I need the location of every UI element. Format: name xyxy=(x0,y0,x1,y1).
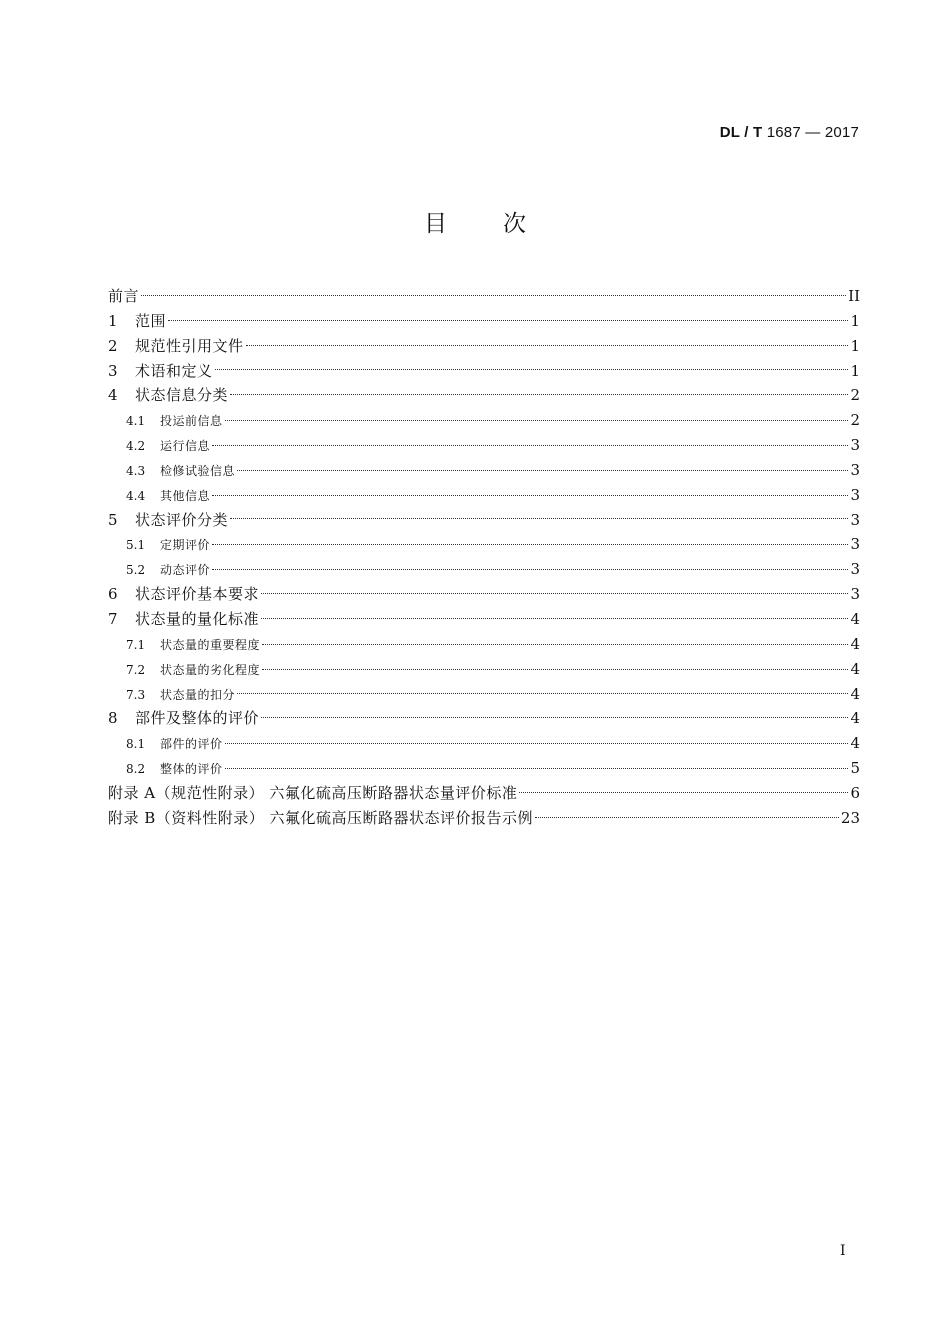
toc-entry-title: 定期评价 xyxy=(160,538,211,553)
toc-entry-page: 3 xyxy=(850,485,860,504)
toc-entry[interactable] xyxy=(108,706,860,731)
toc-entry-number: 4.2 xyxy=(126,439,146,454)
toc-entry[interactable] xyxy=(108,781,860,806)
toc-entry-page: 23 xyxy=(840,808,860,827)
table-of-contents xyxy=(108,284,860,831)
toc-entry[interactable] xyxy=(108,532,860,557)
toc-dot-leader xyxy=(212,568,848,570)
toc-dot-leader xyxy=(519,791,848,793)
toc-entry-title: 前言 xyxy=(108,287,140,305)
toc-dot-leader xyxy=(237,469,848,471)
toc-entry-page: 3 xyxy=(850,510,860,529)
toc-dot-leader xyxy=(168,319,848,321)
toc-entry-number: 2 xyxy=(108,336,118,355)
toc-entry-number: 4.3 xyxy=(126,463,146,478)
toc-entry-page: 4 xyxy=(850,684,860,703)
toc-entry-page: 3 xyxy=(850,560,860,579)
toc-entry-title: 部件及整体的评价 xyxy=(135,709,260,728)
toc-entry-number: 8 xyxy=(108,709,118,728)
toc-entry-page: 3 xyxy=(850,436,860,455)
toc-title-char-1: 目 xyxy=(424,211,447,237)
toc-title xyxy=(0,205,950,238)
toc-entry-title: 部件的评价 xyxy=(160,737,223,752)
toc-entry-title: 状态量的扣分 xyxy=(160,687,236,702)
toc-entry-page: 1 xyxy=(850,361,860,380)
toc-dot-leader xyxy=(230,517,848,519)
toc-entry-number: 8.1 xyxy=(126,737,146,752)
toc-entry-page: 4 xyxy=(850,734,860,753)
toc-entry-title: 整体的评价 xyxy=(160,762,223,777)
toc-dot-leader xyxy=(225,767,849,769)
toc-entry-page: 4 xyxy=(850,659,860,678)
toc-entry-title: 动态评价 xyxy=(160,563,211,578)
toc-entry-title: 状态量的劣化程度 xyxy=(160,662,261,677)
toc-entry[interactable] xyxy=(108,756,860,781)
standard-code-prefix: DL / T xyxy=(719,124,763,141)
toc-entry-number: 1 xyxy=(108,311,118,330)
toc-entry-page: 4 xyxy=(850,634,860,653)
toc-entry-title: 状态评价基本要求 xyxy=(135,585,260,604)
toc-entry-page: 5 xyxy=(850,759,860,778)
toc-entry[interactable] xyxy=(108,557,860,582)
toc-entry-number: 4 xyxy=(108,386,118,405)
toc-entry[interactable] xyxy=(108,483,860,508)
toc-entry[interactable] xyxy=(108,731,860,756)
toc-entry-page: 6 xyxy=(850,783,860,802)
toc-entry[interactable] xyxy=(108,284,860,309)
toc-entry[interactable] xyxy=(108,657,860,682)
toc-entry-number: 7.2 xyxy=(126,662,146,677)
toc-dot-leader xyxy=(212,444,848,446)
toc-entry[interactable] xyxy=(108,458,860,483)
toc-dot-leader xyxy=(212,543,848,545)
toc-entry-number: 4.4 xyxy=(126,488,146,503)
toc-entry-page: II xyxy=(848,287,860,305)
toc-entry-title: 状态量的量化标准 xyxy=(135,609,260,628)
toc-entry[interactable] xyxy=(108,508,860,533)
toc-dot-leader xyxy=(262,668,848,670)
toc-title-char-2: 次 xyxy=(503,211,526,237)
toc-entry-title: 范围 xyxy=(135,311,167,330)
toc-entry-title: 附录 A（规范性附录） 六氟化硫高压断路器状态量评价标准 xyxy=(108,783,518,802)
toc-entry-number: 7.3 xyxy=(126,687,146,702)
toc-entry-title: 运行信息 xyxy=(160,439,211,454)
toc-dot-leader xyxy=(230,393,848,395)
toc-dot-leader xyxy=(261,617,848,619)
toc-entry-page: 3 xyxy=(850,585,860,604)
toc-entry-page: 2 xyxy=(850,411,860,430)
toc-entry-title: 投运前信息 xyxy=(160,414,223,429)
toc-entry[interactable] xyxy=(108,682,860,707)
toc-entry-number: 5 xyxy=(108,510,118,529)
toc-entry[interactable] xyxy=(108,408,860,433)
toc-entry-title: 附录 B（资料性附录） 六氟化硫高压断路器状态评价报告示例 xyxy=(108,808,534,827)
toc-entry-number: 8.2 xyxy=(126,762,146,777)
toc-entry[interactable] xyxy=(108,433,860,458)
toc-entry-title: 其他信息 xyxy=(160,488,211,503)
toc-entry[interactable] xyxy=(108,632,860,657)
toc-entry-page: 3 xyxy=(850,535,860,554)
toc-entry-number: 6 xyxy=(108,585,118,604)
toc-dot-leader xyxy=(262,643,848,645)
toc-entry-page: 1 xyxy=(850,336,860,355)
toc-dot-leader xyxy=(261,592,848,594)
toc-entry-page: 4 xyxy=(850,609,860,628)
toc-entry-title: 状态评价分类 xyxy=(135,510,229,529)
toc-entry-page: 3 xyxy=(850,460,860,479)
toc-entry-page: 2 xyxy=(850,386,860,405)
toc-entry[interactable] xyxy=(108,334,860,359)
toc-entry[interactable] xyxy=(108,359,860,384)
toc-dot-leader xyxy=(225,742,849,744)
toc-entry-number: 3 xyxy=(108,361,118,380)
toc-entry[interactable] xyxy=(108,582,860,607)
toc-entry-title: 状态量的重要程度 xyxy=(160,637,261,652)
toc-entry-number: 7 xyxy=(108,609,118,628)
page-number: I xyxy=(840,1243,846,1259)
toc-entry-number: 5.1 xyxy=(126,538,146,553)
toc-entry-page: 4 xyxy=(850,709,860,728)
toc-dot-leader xyxy=(141,294,846,296)
toc-dot-leader xyxy=(225,419,849,421)
toc-entry-title: 状态信息分类 xyxy=(135,386,229,405)
toc-entry-page: 1 xyxy=(850,311,860,330)
toc-entry[interactable] xyxy=(108,383,860,408)
toc-dot-leader xyxy=(535,816,839,818)
toc-entry-title: 规范性引用文件 xyxy=(135,336,244,355)
toc-dot-leader xyxy=(261,716,848,718)
toc-dot-leader xyxy=(215,368,849,370)
toc-entry-number: 5.2 xyxy=(126,563,146,578)
toc-dot-leader xyxy=(212,494,848,496)
standard-code xyxy=(720,124,859,141)
toc-entry-number: 4.1 xyxy=(126,414,146,429)
toc-entry[interactable] xyxy=(108,309,860,334)
standard-code-number: 1687 — 2017 xyxy=(762,124,859,141)
toc-entry-number: 7.1 xyxy=(126,637,146,652)
toc-entry[interactable] xyxy=(108,806,860,831)
toc-entry[interactable] xyxy=(108,607,860,632)
toc-entry-title: 检修试验信息 xyxy=(160,463,236,478)
toc-dot-leader xyxy=(237,692,848,694)
toc-entry-title: 术语和定义 xyxy=(135,361,213,380)
toc-dot-leader xyxy=(246,344,849,346)
